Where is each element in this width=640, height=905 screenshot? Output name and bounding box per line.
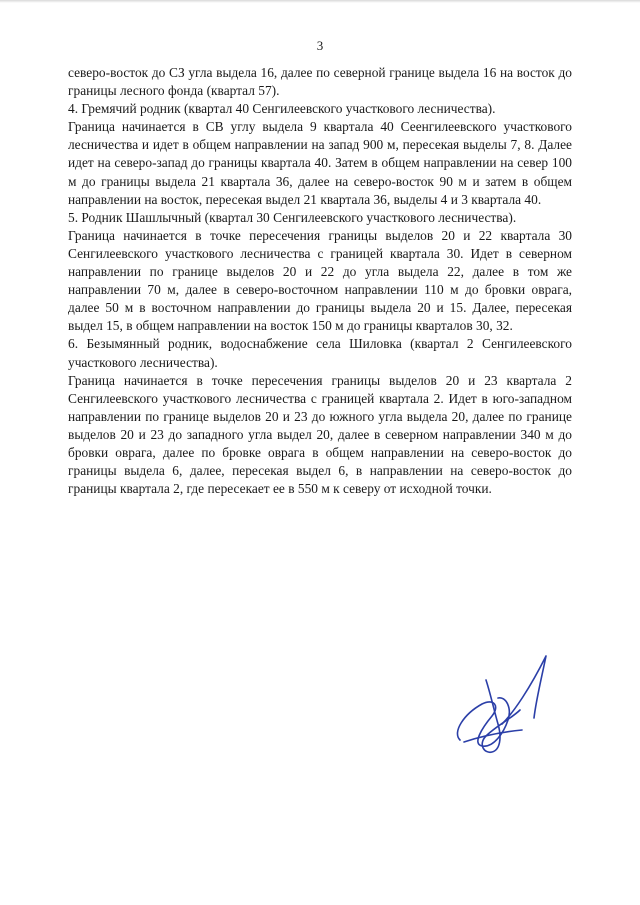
paragraph-continuation: северо-восток до СЗ угла выдела 16, далее по северной границе выдела 16 на восток до границы лесного фонда (квартал 57).	[68, 65, 572, 99]
signature-strokes	[457, 656, 546, 752]
heading-gremyachiy-spring: 4. Гремячий родник (квартал 40 Сенгилеевского участкового лесничества).	[68, 101, 496, 117]
heading-nameless-spring: 6. Безымянный родник, водоснабжение села Шиловка (квартал 2 Сенгилеевского участкового лесничества).	[68, 336, 572, 370]
paragraph-nameless-boundary: Граница начинается в точке пересечения границы выделов 20 и 23 квартала 2 Сенгилеевского участкового лесничества с границей квартала 2. Идет в юго-западном направлении по границе выделов 20 и 23 до южного угла выдела 20, далее по границе выделов 20 и 23 до западного угла выдел 20, далее в северном направлении 340 м до бровки оврага, далее по бровке оврага в общем направлении на северо-восток до границы выдела 6, далее, пересекая выдел 6, в направлении на северо-восток до границы квартала 2, где пересекает ее в 550 м к северу от исходной точки.	[68, 372, 572, 497]
handwritten-signature	[442, 652, 562, 762]
heading-shashlychny-spring: 5. Родник Шашлычный (квартал 30 Сенгилеевского участкового лесничества).	[68, 209, 517, 225]
document-body	[68, 64, 572, 498]
paragraph-shashlychny-boundary: Граница начинается в точке пересечения границы выделов 20 и 22 квартала 30 Сенгилеевского участкового лесничества с границей квартала 30. Идет в северном направлении по границе выделов 20 и 22 до угла выдела 22, далее в том же направлении 70 м, далее в северо-восточном направлении 110 м до бровки оврага, далее 50 м в восточном направлении до границы выдела 20 и 15. Далее, пересекая выдел 15, в общем направлении на восток 150 м до границы кварталов 30, 32.	[68, 227, 572, 334]
page-number: 3	[316, 38, 324, 53]
paragraph-gremyachiy-boundary: Граница начинается в СВ углу выдела 9 квартала 40 Сеенгилеевского участкового лесничества и идет в общем направлении на запад 900 м, пересекая выделы 7, 8. Далее идет на северо-запад до границы квартала 40. Затем в общем направлении на север 100 м до границы выдела 21 квартала 36, далее на северо-восток 90 м и затем в общем направлении на восток, пересекая выдел 21 квартала 36, выделы 4 и 3 квартала 40.	[68, 119, 572, 207]
scan-edge	[0, 0, 640, 3]
